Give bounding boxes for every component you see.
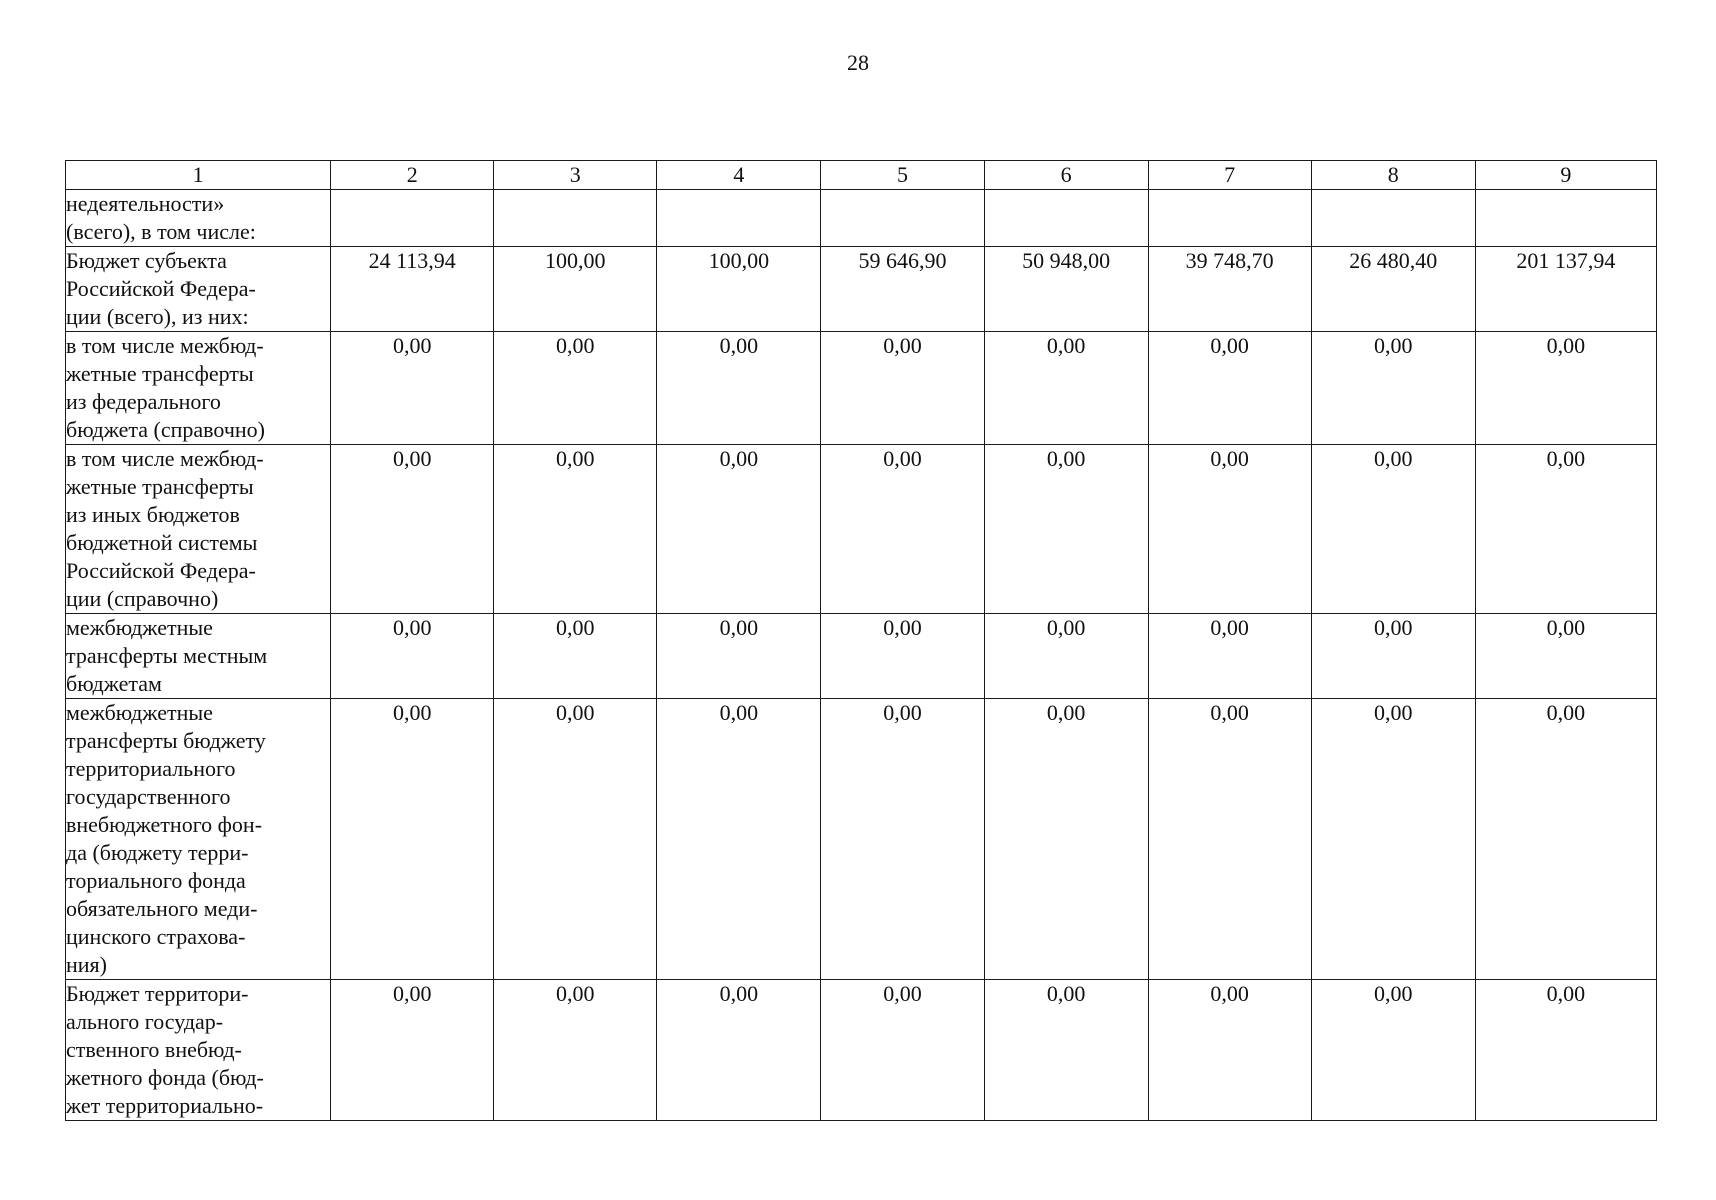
column-header: 7	[1148, 161, 1311, 190]
row-label-line: ции (всего), из них:	[66, 304, 249, 329]
value-cell: 0,00	[984, 699, 1148, 980]
value-cell: 24 113,94	[331, 247, 494, 332]
column-header: 9	[1475, 161, 1656, 190]
row-label-line: жетные трансферты	[66, 361, 254, 386]
row-label-line: Российской Федера-	[66, 558, 256, 583]
value-cell: 0,00	[1475, 445, 1656, 614]
row-label-line: трансферты бюджету	[66, 728, 266, 753]
value-cell: 0,00	[1148, 614, 1311, 699]
row-label-line: межбюджетные	[66, 700, 213, 725]
row-label	[66, 190, 331, 247]
row-label-line: жетного фонда (бюд-	[66, 1065, 264, 1090]
value-cell: 0,00	[331, 980, 494, 1121]
value-cell: 201 137,94	[1475, 247, 1656, 332]
value-cell: 0,00	[1475, 614, 1656, 699]
column-header: 1	[66, 161, 331, 190]
row-label-line: внебюджетного фон-	[66, 812, 263, 837]
value-cell: 0,00	[331, 332, 494, 445]
value-cell: 0,00	[984, 980, 1148, 1121]
table-row	[66, 190, 1657, 247]
value-cell: 0,00	[821, 699, 984, 980]
value-cell: 0,00	[1148, 445, 1311, 614]
value-cell: 0,00	[494, 614, 657, 699]
row-label-line: обязательного меди-	[66, 896, 258, 921]
value-cell: 0,00	[657, 699, 821, 980]
value-cell: 59 646,90	[821, 247, 984, 332]
column-header: 4	[657, 161, 821, 190]
value-cell: 0,00	[821, 445, 984, 614]
row-label-line: в том числе межбюд-	[66, 333, 264, 358]
value-cell	[1148, 190, 1311, 247]
value-cell: 0,00	[1311, 614, 1475, 699]
row-label-line: бюджета (справочно)	[66, 417, 265, 442]
row-label-line: жетные трансферты	[66, 474, 254, 499]
value-cell: 0,00	[494, 699, 657, 980]
value-cell: 0,00	[331, 614, 494, 699]
value-cell: 0,00	[984, 332, 1148, 445]
value-cell: 0,00	[657, 980, 821, 1121]
row-label-line: цинского страхова-	[66, 924, 246, 949]
row-label-line: из иных бюджетов	[66, 502, 240, 527]
table-row	[66, 332, 1657, 445]
table-body	[66, 190, 1657, 1121]
value-cell	[657, 190, 821, 247]
row-label-line: трансферты местным	[66, 643, 268, 668]
value-cell	[331, 190, 494, 247]
row-label-line: бюджетам	[66, 671, 162, 696]
value-cell: 0,00	[494, 980, 657, 1121]
row-label-line: из федерального	[66, 389, 221, 414]
value-cell: 0,00	[657, 445, 821, 614]
row-label-line: межбюджетные	[66, 615, 213, 640]
value-cell: 100,00	[657, 247, 821, 332]
row-label-line: ния)	[66, 952, 107, 977]
row-label-line: да (бюджету терри-	[66, 840, 249, 865]
table-row	[66, 980, 1657, 1121]
value-cell: 0,00	[657, 614, 821, 699]
value-cell	[984, 190, 1148, 247]
value-cell	[1311, 190, 1475, 247]
row-label	[66, 445, 331, 614]
value-cell: 0,00	[984, 445, 1148, 614]
value-cell: 0,00	[1311, 980, 1475, 1121]
value-cell: 0,00	[1311, 445, 1475, 614]
value-cell	[1475, 190, 1656, 247]
column-header: 5	[821, 161, 984, 190]
row-label-line: ственного внебюд-	[66, 1037, 242, 1062]
header-row	[66, 161, 1657, 190]
page-number: 28	[847, 50, 869, 75]
value-cell: 0,00	[821, 332, 984, 445]
table-row	[66, 614, 1657, 699]
table-row	[66, 699, 1657, 980]
value-cell: 0,00	[1475, 699, 1656, 980]
row-label	[66, 980, 331, 1121]
row-label-line: Российской Федера-	[66, 276, 256, 301]
value-cell: 50 948,00	[984, 247, 1148, 332]
row-label-line: ториального фонда	[66, 868, 246, 893]
row-label-line: недеятельности»	[66, 191, 225, 216]
row-label-line: государственного	[66, 784, 231, 809]
value-cell: 0,00	[331, 445, 494, 614]
value-cell: 0,00	[494, 445, 657, 614]
value-cell: 0,00	[1311, 699, 1475, 980]
value-cell: 100,00	[494, 247, 657, 332]
row-label-line: в том числе межбюд-	[66, 446, 264, 471]
value-cell: 0,00	[1311, 332, 1475, 445]
value-cell	[821, 190, 984, 247]
value-cell: 0,00	[494, 332, 657, 445]
table-row	[66, 247, 1657, 332]
value-cell: 0,00	[821, 614, 984, 699]
value-cell: 0,00	[984, 614, 1148, 699]
row-label	[66, 332, 331, 445]
column-header: 3	[494, 161, 657, 190]
row-label-line: территориального	[66, 756, 236, 781]
value-cell: 26 480,40	[1311, 247, 1475, 332]
column-header: 2	[331, 161, 494, 190]
row-label-line: Бюджет территори-	[66, 981, 249, 1006]
row-label	[66, 699, 331, 980]
row-label	[66, 247, 331, 332]
row-label-line: жет территориально-	[66, 1093, 264, 1118]
row-label-line: бюджетной системы	[66, 530, 258, 555]
column-header: 8	[1311, 161, 1475, 190]
value-cell: 0,00	[331, 699, 494, 980]
value-cell: 39 748,70	[1148, 247, 1311, 332]
value-cell: 0,00	[1148, 980, 1311, 1121]
row-label-line: ального государ-	[66, 1009, 224, 1034]
row-label	[66, 614, 331, 699]
row-label-line: ции (справочно)	[66, 586, 219, 611]
column-header: 6	[984, 161, 1148, 190]
value-cell: 0,00	[1148, 699, 1311, 980]
row-label-line: Бюджет субъекта	[66, 248, 227, 273]
value-cell: 0,00	[1148, 332, 1311, 445]
value-cell: 0,00	[657, 332, 821, 445]
value-cell	[494, 190, 657, 247]
table-row	[66, 445, 1657, 614]
row-label-line: (всего), в том числе:	[66, 219, 256, 244]
value-cell: 0,00	[821, 980, 984, 1121]
value-cell: 0,00	[1475, 332, 1656, 445]
value-cell: 0,00	[1475, 980, 1656, 1121]
budget-table	[65, 160, 1657, 1121]
